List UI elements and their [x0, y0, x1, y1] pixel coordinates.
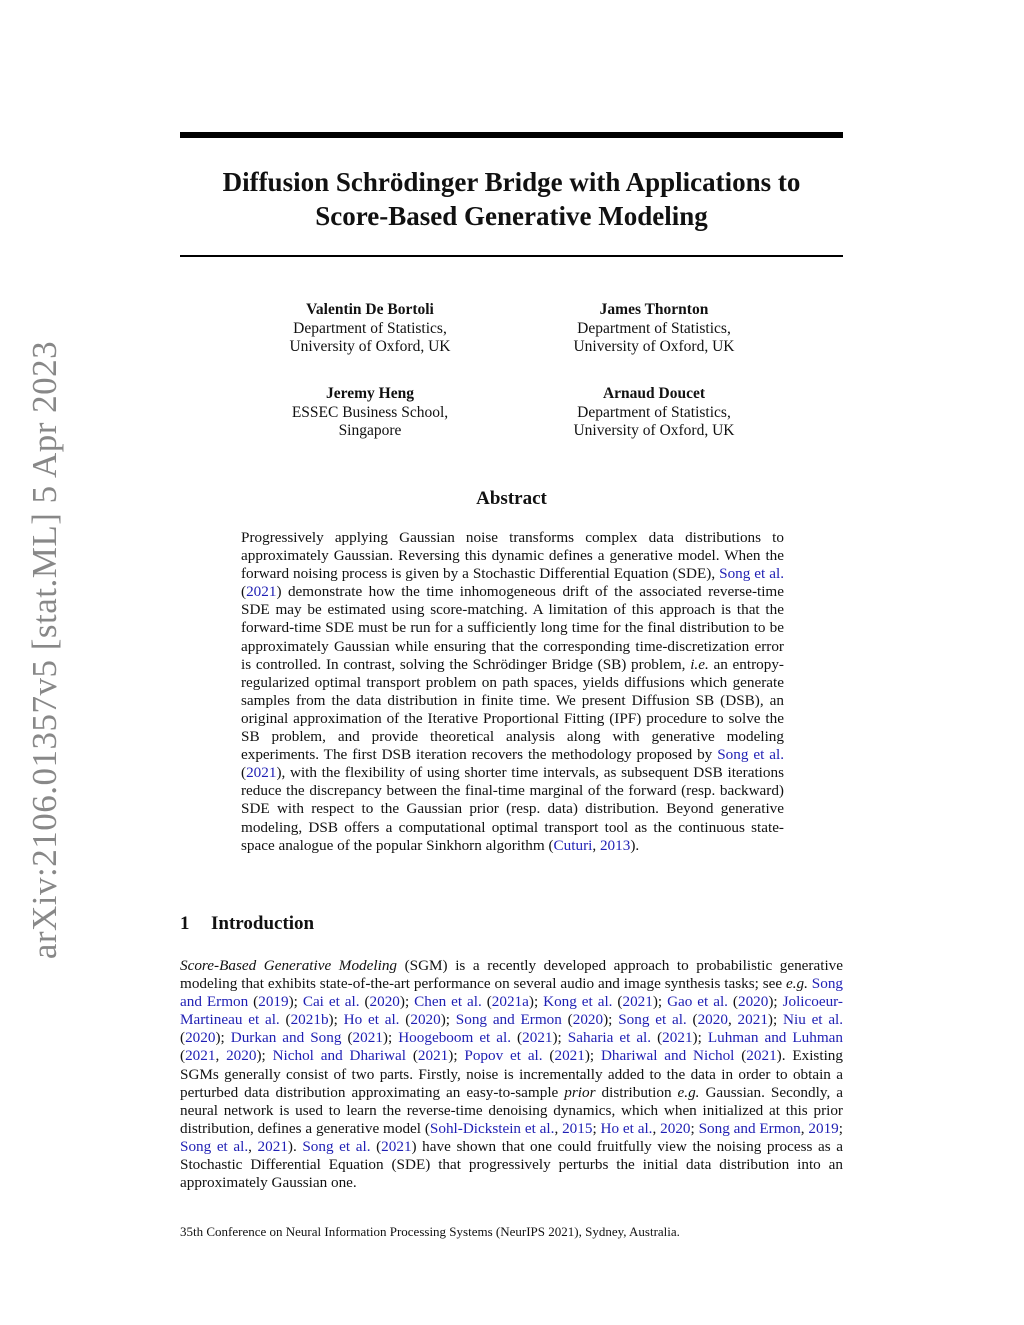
- author-affiliation: Department of Statistics,: [577, 403, 731, 421]
- citation-link[interactable]: Ho et al.: [343, 1011, 400, 1029]
- citation-link[interactable]: 2021: [352, 1029, 383, 1047]
- citation-link[interactable]: 2019: [258, 993, 289, 1011]
- abstract-heading: Abstract: [476, 488, 547, 509]
- citation-link[interactable]: Song et al.: [180, 1137, 249, 1155]
- citation-link[interactable]: 2019: [808, 1119, 839, 1137]
- citation-link[interactable]: 2021: [737, 1011, 768, 1029]
- intro-text: ). Existing SGMs generally consist of two parts. Firstly, noise is incrementally added to the data in order to obtain a perturbed data distribution approximating an easy-to-sample: [180, 1047, 843, 1101]
- citation-link[interactable]: 2021: [662, 1029, 693, 1047]
- intro-text-italic: e.g.: [785, 975, 808, 993]
- citation-link[interactable]: Niu et al.: [783, 1011, 844, 1029]
- citation-link[interactable]: Song et al.: [719, 565, 784, 583]
- author-name: Valentin De Bortoli: [306, 301, 434, 318]
- citation-link[interactable]: Chen et al.: [414, 993, 482, 1011]
- intro-text: );: [256, 1047, 273, 1065]
- citation-link[interactable]: Saharia et al.: [567, 1029, 652, 1047]
- intro-text: (: [481, 993, 492, 1011]
- abstract-text: ,: [592, 836, 600, 854]
- intro-text: (SGM) is a recently developed approach to probabilistic generative modeling that exhibits state-of-the-art performance on several audio and image synthesis tasks; see: [180, 957, 843, 993]
- intro-text: );: [448, 1047, 465, 1065]
- abstract-text: (: [241, 764, 247, 782]
- intro-text: );: [440, 1011, 456, 1029]
- citation-link[interactable]: Song et al.: [717, 746, 784, 764]
- citation-link[interactable]: 2021: [417, 1047, 449, 1065]
- citation-link[interactable]: Luhman and Luhman: [707, 1029, 844, 1047]
- citation-link[interactable]: Song and Ermon: [180, 975, 844, 1011]
- citation-link[interactable]: Cai et al.: [302, 993, 360, 1011]
- intro-text: );: [584, 1047, 601, 1065]
- abstract-text: ) demonstrate how the time inhomogeneous drift of the associated reverse-time SDE may be estimated using score-matching. A limitation of this approach is that the forward-time SDE must be run for a sufficiently long time for the final distribution to be approximately Gaussian while ensuring that the corresponding time-discretization error is controlled. In contrast, solving the Schrödinger Bridge (SB) problem,: [241, 583, 784, 673]
- citation-link[interactable]: 2020: [572, 1011, 604, 1029]
- abstract-text: ), with the flexibility of using shorter time intervals, as subsequent DSB iterations reduce the discrepancy between the final-time marginal of the forward (resp. backward) SDE with respect to the Gaussian prior (resp. data) distribution. Beyond generative modeling, DSB offers a computational optimal transport tool as the continuous state-space analogue of the popular Sinkhorn algorithm (: [241, 764, 784, 854]
- citation-link[interactable]: 2020: [737, 993, 769, 1011]
- section-heading-introduction: [180, 913, 314, 935]
- intro-text: Gaussian. Secondly, a neural network is used to learn the reverse-time denoising dynamics, which when initialized at this prior distribution, defines a generative model (: [180, 1083, 843, 1137]
- intro-text: );: [652, 993, 668, 1011]
- author-block-doucet: [524, 385, 784, 441]
- intro-text: (: [248, 993, 259, 1011]
- intro-text: );: [768, 993, 783, 1011]
- intro-text: ) have shown that one could fruitfully view the noising process as a Stochastic Differential Equation (SDE) that progressively perturbs the initial data distribution into an approximately Gaussian one.: [180, 1137, 844, 1192]
- citation-link[interactable]: 2020: [697, 1011, 728, 1029]
- citation-link[interactable]: 2021: [381, 1137, 412, 1155]
- intro-text: distribution: [595, 1083, 678, 1101]
- citation-link[interactable]: 2020: [660, 1119, 691, 1137]
- citation-link[interactable]: 2020: [226, 1047, 257, 1065]
- abstract-text: ).: [630, 836, 640, 854]
- arxiv-stamp: [20, 340, 70, 960]
- citation-link[interactable]: 2013: [599, 836, 631, 854]
- intro-text: (: [511, 1029, 523, 1047]
- intro-text: ,: [727, 1011, 738, 1029]
- citation-link[interactable]: Popov et al.: [464, 1047, 543, 1065]
- intro-text: (: [686, 1011, 698, 1029]
- author-block-thornton: [524, 301, 784, 357]
- abstract-text: an entropy-regularized optimal transport problem on path spaces, yields diffusions which generate samples from the data distribution in finite time. We present Diffusion SB (DSB), an original approximation of the Iterative Proportional Fitting (IPF) procedure to solve the SB problem, and provide theoretical analysis along with generative modeling experiments. The first DSB iteration recovers the methodology proposed by: [241, 655, 784, 764]
- intro-text-italic: Score-Based Generative Modeling: [180, 957, 398, 974]
- citation-link[interactable]: 2021: [246, 583, 277, 601]
- intro-text: ,: [800, 1119, 809, 1137]
- citation-link[interactable]: 2021a: [491, 993, 529, 1011]
- citation-link[interactable]: Jolicoeur-Martineau et al.: [180, 993, 843, 1029]
- intro-text: ).: [287, 1137, 303, 1155]
- intro-text: (: [406, 1047, 418, 1065]
- citation-link[interactable]: 2021: [257, 1137, 288, 1155]
- citation-link[interactable]: Gao et al.: [667, 993, 728, 1011]
- author-name: James Thornton: [599, 301, 709, 318]
- intro-text: );: [399, 993, 415, 1011]
- intro-text: (: [341, 1029, 353, 1047]
- citation-link[interactable]: Song and Ermon: [698, 1119, 801, 1137]
- introduction-paragraph: [180, 957, 843, 1192]
- intro-text: );: [215, 1029, 231, 1047]
- intro-text: );: [692, 1029, 708, 1047]
- citation-link[interactable]: Hoogeboom et al.: [398, 1029, 512, 1047]
- author-affiliation: Department of Statistics,: [293, 319, 447, 337]
- author-name: Jeremy Heng: [326, 385, 414, 402]
- citation-link[interactable]: Cuturi: [553, 836, 593, 854]
- intro-text: ,: [652, 1119, 661, 1137]
- intro-text: (: [359, 993, 370, 1011]
- citation-link[interactable]: 2021: [185, 1047, 216, 1065]
- intro-text: (: [370, 1137, 382, 1155]
- intro-text: ,: [215, 1047, 227, 1065]
- paper-title-line-1: Diffusion Schrödinger Bridge with Applications to: [222, 167, 801, 197]
- citation-link[interactable]: Durkan and Song: [230, 1029, 342, 1047]
- intro-text: ;: [592, 1119, 601, 1137]
- intro-text: ,: [248, 1137, 258, 1155]
- citation-link[interactable]: 2021: [746, 1047, 777, 1065]
- section-number: 1: [180, 913, 190, 934]
- intro-text: );: [767, 1011, 783, 1029]
- citation-link[interactable]: 2020: [369, 993, 400, 1011]
- author-affiliation: University of Oxford, UK: [573, 422, 735, 439]
- author-affiliation: Department of Statistics,: [577, 319, 731, 337]
- citation-link[interactable]: 2021b: [290, 1011, 329, 1029]
- intro-text: );: [528, 993, 544, 1011]
- intro-text: (: [612, 993, 623, 1011]
- intro-text: ;: [690, 1119, 699, 1137]
- citation-link[interactable]: Sohl-Dickstein et al.: [429, 1119, 555, 1137]
- author-affiliation: University of Oxford, UK: [573, 338, 735, 355]
- intro-text: );: [288, 993, 303, 1011]
- intro-text: (: [542, 1047, 555, 1065]
- intro-text: ;: [838, 1119, 843, 1137]
- intro-text: (: [180, 1047, 186, 1065]
- citation-link[interactable]: Kong et al.: [543, 993, 613, 1011]
- section-title: Introduction: [211, 913, 315, 934]
- intro-text: (: [651, 1029, 663, 1047]
- citation-link[interactable]: Nichol and Dhariwal: [272, 1047, 406, 1065]
- intro-text: );: [328, 1011, 344, 1029]
- intro-text: );: [552, 1029, 568, 1047]
- title-top-rule: [180, 132, 843, 138]
- abstract-body: [241, 529, 784, 855]
- citation-link[interactable]: 2020: [185, 1029, 216, 1047]
- author-affiliation: University of Oxford, UK: [289, 338, 451, 355]
- intro-text: );: [603, 1011, 619, 1029]
- intro-text: );: [382, 1029, 399, 1047]
- citation-link[interactable]: 2021: [554, 1047, 585, 1065]
- paper-title-line-2: Score-Based Generative Modeling: [315, 201, 708, 231]
- paper-title: [180, 165, 843, 233]
- citation-link[interactable]: Song and Ermon: [455, 1011, 562, 1029]
- abstract-text-italic: i.e.: [690, 655, 709, 673]
- citation-link[interactable]: 2020: [410, 1011, 441, 1029]
- citation-link[interactable]: 2021: [622, 993, 653, 1011]
- citation-link[interactable]: Song et al.: [302, 1137, 371, 1155]
- author-block-de-bortoli: [240, 301, 500, 357]
- intro-text: (: [561, 1011, 573, 1029]
- citation-link[interactable]: 2015: [562, 1119, 593, 1137]
- author-name: Arnaud Doucet: [602, 385, 706, 402]
- author-affiliation: ESSEC Business School,: [291, 403, 449, 421]
- conference-footer: 35th Conference on Neural Information Processing Systems (NeurIPS 2021), Sydney, Australia.: [180, 1224, 680, 1239]
- intro-text: (: [727, 993, 738, 1011]
- author-affiliation: Singapore: [338, 422, 402, 439]
- intro-text-italic: prior: [564, 1083, 596, 1101]
- abstract-text: Progressively applying Gaussian noise transforms complex data distributions to approximately Gaussian. Reversing this dynamic defines a generative model. When the forward noising process is given by a Stochastic Differential Equation (SDE),: [241, 529, 784, 583]
- intro-text-italic: e.g.: [677, 1083, 700, 1101]
- citation-link[interactable]: Ho et al.: [600, 1119, 653, 1137]
- abstract-text: (: [241, 583, 247, 601]
- intro-text: ,: [554, 1119, 563, 1137]
- title-bottom-rule: [180, 255, 843, 257]
- intro-text: (: [279, 1011, 291, 1029]
- intro-text: (: [399, 1011, 411, 1029]
- intro-text: (: [734, 1047, 747, 1065]
- intro-text: (: [180, 1029, 186, 1047]
- citation-link[interactable]: Song et al.: [618, 1011, 687, 1029]
- citation-link[interactable]: 2021: [246, 764, 277, 782]
- author-block-heng: [240, 385, 500, 441]
- citation-link[interactable]: Dhariwal and Nichol: [600, 1047, 735, 1065]
- arxiv-stamp-text: arXiv:2106.01357v5 [stat.ML] 5 Apr 2023: [25, 340, 65, 960]
- citation-link[interactable]: 2021: [522, 1029, 553, 1047]
